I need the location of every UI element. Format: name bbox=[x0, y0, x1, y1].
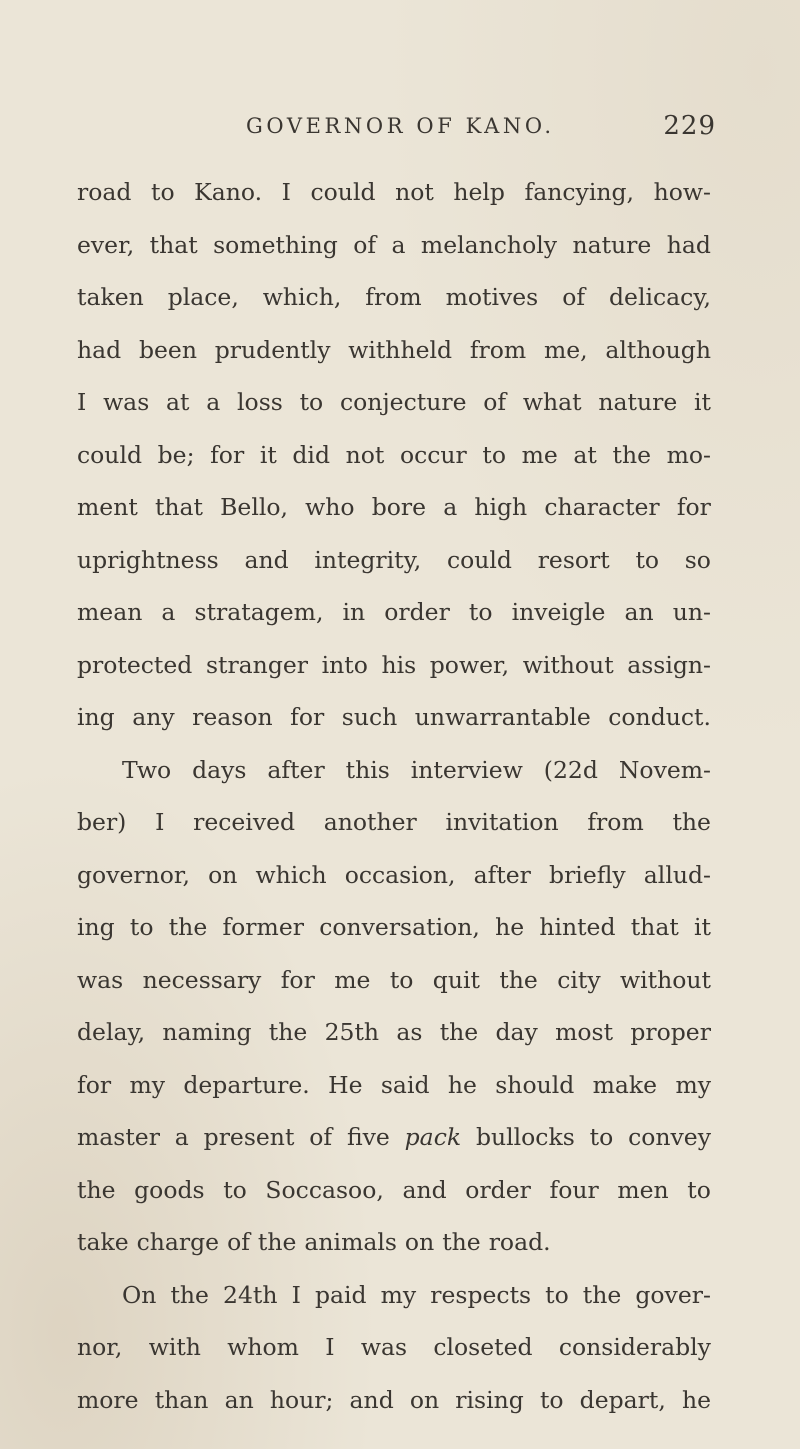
text-line: had been prudently withheld from me, although bbox=[77, 335, 711, 364]
text-line: ing any reason for such unwarrantable conduct. bbox=[77, 703, 711, 731]
text-line: for my departure. He said he should make my bbox=[77, 1070, 711, 1099]
text-line: master a present of five pack bullocks to convey bbox=[77, 1123, 711, 1151]
text-line: ber) I received another invitation from the bbox=[77, 808, 711, 836]
text-line: the goods to Soccasoo, and order four men to bbox=[77, 1175, 711, 1204]
text-line: protected stranger into his power, without assign- bbox=[77, 650, 711, 679]
text-line: delay, naming the 25th as the day most proper bbox=[77, 1018, 711, 1046]
text-line: Two days after this interview (22d Novem- bbox=[122, 755, 711, 784]
text-line: could be; for it did not occur to me at the mo- bbox=[77, 440, 711, 469]
text-line: was necessary for me to quit the city without bbox=[77, 965, 711, 994]
page-header bbox=[246, 106, 716, 146]
page-number: 229 bbox=[663, 111, 716, 141]
text-line: taken place, which, from motives of delicacy, bbox=[77, 283, 711, 311]
text-line: On the 24th I paid my respects to the gover- bbox=[122, 1280, 711, 1309]
text-line: ment that Bello, who bore a high character for bbox=[77, 493, 711, 521]
text-line: road to Kano. I could not help fancying, how- bbox=[77, 178, 711, 206]
text-line: uprightness and integrity, could resort to so bbox=[77, 545, 711, 574]
text-line: ing to the former conversation, he hinted that it bbox=[77, 913, 711, 941]
running-head: GOVERNOR OF KANO. bbox=[246, 114, 555, 138]
text-line: I was at a loss to conjecture of what nature it bbox=[77, 388, 711, 416]
text-line: more than an hour; and on rising to depart, he bbox=[77, 1385, 711, 1414]
text-line: ever, that something of a melancholy nature had bbox=[77, 230, 711, 259]
body-text bbox=[77, 166, 711, 1426]
text-line: nor, with whom I was closeted considerably bbox=[77, 1333, 711, 1361]
text-line: governor, on which occasion, after briefly allud- bbox=[77, 860, 711, 889]
text-line: mean a stratagem, in order to inveigle an un- bbox=[77, 598, 711, 626]
text-line: take charge of the animals on the road. bbox=[77, 1228, 551, 1256]
